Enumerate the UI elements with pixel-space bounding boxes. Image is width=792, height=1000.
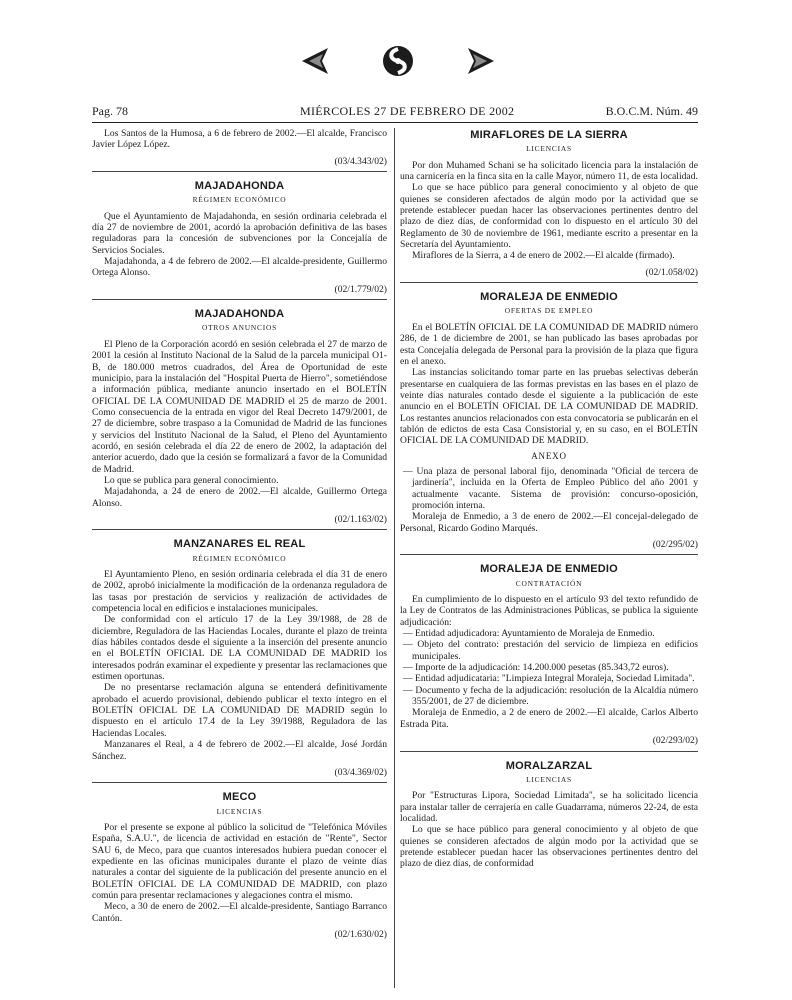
- paragraph: Lo que se publica para general conocimiento.: [104, 474, 279, 486]
- paragraph: Lo que se hace público para general conocimiento y al objeto de que quienes se consideren afectados de algún modo por la actividad que se pretende establecer puedan hacer las observaciones pertinentes dentro del plazo de diez días, de conformidad con lo dispuesto en el artículo 30 del Reglamento de 30 de noviembre de 1961, mediante escrito a presentar en la Secretaría del Ayuntamiento.: [400, 182, 698, 251]
- ref-number: (02/1.630/02): [334, 928, 387, 940]
- list-item: — Entidad adjudicadora: Ayuntamiento de Moraleja de Enmedio.: [403, 628, 655, 640]
- arrow-left-icon[interactable]: [298, 44, 332, 78]
- column-divider: [394, 128, 395, 988]
- page-navigation: [0, 44, 792, 84]
- page-number: Pag. 78: [92, 104, 128, 118]
- paragraph: El Pleno de la Corporación acordó en sesión celebrada el 27 de marzo de 2001 la cesión al Instituto Nacional de la Salud de la parcela municipal O1-B, de 180.000 metros cuadrados, del Área de Oportunidad de este municipio, para la instalación del "Hospital Puerta de Hierro", sometiéndose a información pública, mediante anuncio insertado en el BOLETÍN OFICIAL DE LA COMUNIDAD DE MADRID el 25 de marzo de 2001. Como consecuencia de la entrada en vigor del Real Decreto 1479/2001, de 27 de diciembre, sobre traspaso a la Comunidad de Madrid de las funciones y servicios del Instituto Nacional de la Salud, el Pleno del Ayuntamiento acordó, en sesión celebrada el día 22 de enero de 2002, la adaptación del anterior acuerdo, dado que la cesión se formalizará a favor de la Comunidad de Madrid.: [92, 338, 387, 475]
- paragraph: En el BOLETÍN OFICIAL DE LA COMUNIDAD DE MADRID número 286, de 1 de diciembre de 2001, se han publicado las bases aprobadas por esta Concejalía delegada de Personal para la provisión de la plaza que figura en el anexo.: [400, 321, 698, 367]
- paragraph: Las instancias solicitando tomar parte en las pruebas selectivas deberán presentarse en cualquiera de las formas previstas en las bases en el plazo de veinte días naturales contado desde el siguiente a la publicación de este anuncio en el BOLETÍN OFICIAL DE LA COMUNIDAD DE MADRID. Los restantes anuncios relacionados con esta convocatoria se publicarán en el tablón de edictos de esta Casa Consistorial y, en su caso, en el BOLETÍN OFICIAL DE LA COMUNIDAD DE MADRID.: [400, 367, 698, 447]
- section-rule: [92, 529, 387, 530]
- section-title: MIRAFLORES DE LA SIERRA: [470, 129, 628, 141]
- ref-number: (02/293/02): [652, 735, 698, 747]
- section-rule: [92, 782, 387, 783]
- section-subtitle: CONTRATACIÓN: [515, 578, 583, 588]
- section-title: MORALEJA DE ENMEDIO: [480, 291, 618, 304]
- header-rule: [92, 122, 698, 123]
- paragraph: Moraleja de Enmedio, a 3 de enero de 2002.—El concejal-delegado de Personal, Ricardo Godino Marqués.: [400, 511, 698, 534]
- ref-number: (02/1.058/02): [645, 266, 698, 278]
- section-title: MANZANARES EL REAL: [173, 538, 306, 551]
- annex-item: — Una plaza de personal laboral fijo, denominada "Oficial de tercera de jardinería", incluida en la Oferta de Empleo Público del año 2001 y actualmente vacante. Sistema de provisión: concurso-oposición, promoción interna.: [403, 465, 698, 511]
- arrow-right-icon[interactable]: [464, 44, 498, 78]
- section-title: MECO: [222, 791, 257, 804]
- paragraph: En cumplimiento de lo dispuesto en el artículo 93 del texto refundido de la Ley de Contratos de las Administraciones Públicas, se publica la siguiente adjudicación:: [400, 594, 698, 628]
- paragraph: De no presentarse reclamación alguna se entenderá definitivamente aprobado el acuerdo provisional, debiendo publicar el texto íntegro en el BOLETÍN OFICIAL DE LA COMUNIDAD DE MADRID según lo dispuesto en el artículo 17.4 de la Ley 39/1988, Reguladora de las Haciendas Locales.: [92, 682, 387, 739]
- ref-number: (02/295/02): [652, 539, 698, 550]
- section-title: MORALEJA DE ENMEDIO: [480, 563, 618, 576]
- section-subtitle: LICENCIAS: [526, 144, 572, 154]
- paragraph: Meco, a 30 de enero de 2002.—El alcalde-presidente, Santiago Barranco Cantón.: [92, 901, 387, 924]
- issue-date: MIÉRCOLES 27 DE FEBRERO DE 2002: [300, 104, 515, 118]
- section-subtitle: RÉGIMEN ECONÓMICO: [192, 195, 287, 205]
- paragraph: Manzanares el Real, a 4 de febrero de 2002.—El alcalde, José Jordán Sánchez.: [92, 739, 387, 762]
- page-header: [92, 104, 698, 120]
- section-subtitle: LICENCIAS: [216, 806, 263, 816]
- annex-title: ANEXO: [531, 450, 567, 461]
- paragraph: Por el presente se expone al público la solicitud de "Telefónica Móviles España, S.A.U.", de licencia de actividad en estación de "Rente", Sector SAU 6, de Meco, para que cuantos interesados hubiera puedan conocer el expediente en las oficinas municipales durante el plazo de veinte días naturales a contar del siguiente de la publicación del presente anuncio en el BOLETÍN OFICIAL DE LA COMUNIDAD DE MADRID, con plazo común para presentar reclamaciones y alegaciones contra el mismo.: [92, 821, 387, 901]
- paragraph: Majadahonda, a 4 de febrero de 2002.—El alcalde-presidente, Guillermo Ortega Alonso.: [92, 256, 387, 279]
- list-item: — Documento y fecha de la adjudicación: resolución de la Alcaldía número 355/2001, de 27 de diciembre.: [403, 684, 698, 708]
- paragraph: Lo que se hace público para general conocimiento y al objeto de que quienes se consideren afectados de algún modo por la actividad que se pretende establecer puedan hacer las observaciones pertinentes dentro del plazo de diez días, de conformidad: [400, 824, 698, 870]
- section-subtitle: OFERTAS DE EMPLEO: [504, 306, 594, 316]
- ref-number: (02/1.163/02): [334, 513, 387, 525]
- paragraph: De conformidad con el artículo 17 de la Ley 39/1988, de 28 de diciembre, Reguladora de las Haciendas Locales, durante el plazo de treinta días hábiles contados desde el siguiente a la inserción del presente anuncio en el BOLETÍN OFICIAL DE LA COMUNIDAD DE MADRID los interesados podrán examinar el expediente y presentar las reclamaciones que estimen oportunas.: [92, 614, 387, 683]
- list-item: — Objeto del contrato: prestación del servicio de limpieza en edificios municipales.: [403, 639, 698, 662]
- section-subtitle: RÉGIMEN ECONÓMICO: [192, 553, 287, 563]
- ref-number: (03/4.343/02): [334, 155, 387, 167]
- paragraph: Que el Ayuntamiento de Majadahonda, en sesión ordinaria celebrada el día 27 de noviembre de 2001, acordó la aprobación definitiva de las bases reguladoras para la concesión de subvenciones por la Concejalía de Servicios Sociales.: [92, 210, 387, 256]
- paragraph: El Ayuntamiento Pleno, en sesión ordinaria celebrada el día 31 de enero de 2002, aprobó inicialmente la modificación de la ordenanza reguladora de las tasas por prestación de servicios y realización de actividades de competencia local en edificios e instalaciones municipales.: [92, 569, 387, 615]
- section-subtitle: OTROS ANUNCIOS: [201, 323, 278, 333]
- list-item: — Importe de la adjudicación: 14.200.000 pesetas (85.343,72 euros).: [403, 662, 669, 674]
- ref-number: (03/4.369/02): [334, 766, 387, 778]
- paragraph: Por don Muhamed Schani se ha solicitado licencia para la instalación de una carnicería en la finca sita en la calle Mayor, número 11, de esta localidad.: [400, 159, 698, 183]
- paragraph: Por "Estructuras Lipora, Sociedad Limitada", se ha solicitado licencia para instalar taller de cerrajería en calle Guadarrama, números 22-24, de esta localidad.: [400, 790, 698, 824]
- section-title: MAJADAHONDA: [194, 308, 285, 321]
- list-item: — Entidad adjudicataria: "Limpieza Integral Moraleja, Sociedad Limitada".: [403, 673, 695, 685]
- issue-number: B.O.C.M. Núm. 49: [605, 104, 698, 118]
- left-column: [92, 128, 387, 944]
- intro-text: Los Santos de la Humosa, a 6 de febrero de 2002.—El alcalde, Francisco Javier López López.: [92, 128, 387, 151]
- section-rule: [400, 554, 698, 555]
- ref-number: (02/1.779/02): [334, 283, 387, 295]
- section-title: MORALZARZAL: [505, 759, 593, 772]
- section-rule: [92, 171, 387, 172]
- section-title: [92, 181, 387, 192]
- boletin-logo-icon: [381, 44, 415, 78]
- right-column: [400, 128, 698, 870]
- paragraph: Moraleja de Enmedio, a 2 de enero de 2002.—El alcalde, Carlos Alberto Estrada Pita.: [400, 707, 698, 730]
- paragraph: Miraflores de la Sierra, a 4 de enero de 2002.—El alcalde (firmado).: [412, 250, 675, 262]
- section-rule: [92, 299, 387, 300]
- paragraph: Majadahonda, a 24 de enero de 2002.—El alcalde, Guillermo Ortega Alonso.: [92, 486, 387, 509]
- section-subtitle: LICENCIAS: [526, 774, 572, 784]
- section-rule: [400, 282, 698, 283]
- section-title-text: MAJADAHONDA: [194, 180, 285, 193]
- section-rule: [400, 751, 698, 752]
